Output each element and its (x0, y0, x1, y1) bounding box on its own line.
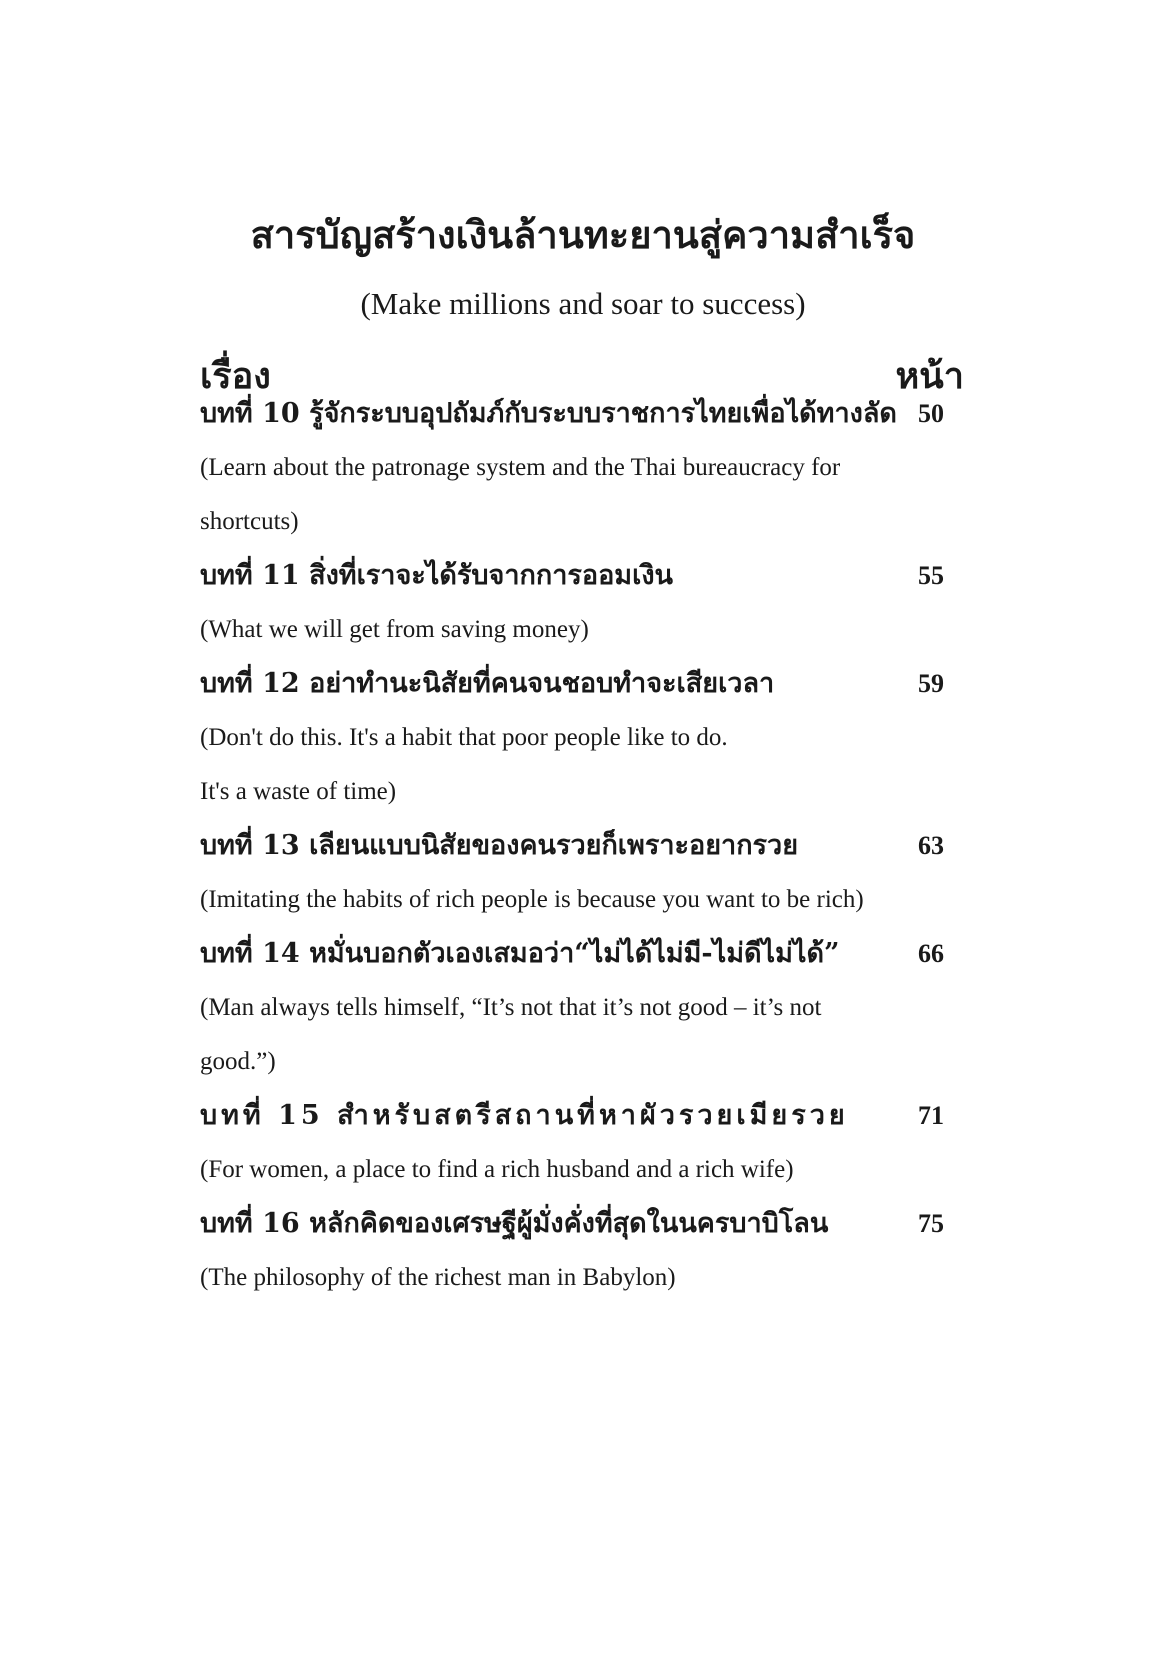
toc-entry-translation: (What we will get from saving money) (200, 616, 589, 643)
toc-entry-page: 50 (918, 399, 944, 428)
toc-entry-translation: (Imitating the habits of rich people is because you want to be rich) (200, 886, 864, 913)
toc-entry-page: 55 (918, 561, 944, 590)
column-header-topic: เรื่อง (200, 355, 271, 397)
toc-entry-page: 63 (918, 831, 944, 860)
toc-entry-translation: good.”) (200, 1048, 276, 1075)
toc-entry-title: บทที่ 16 หลักคิดของเศรษฐีผู้มั่งคั่งที่สุดในนครบาบิโลน (200, 1208, 829, 1239)
toc-entry-translation: (Learn about the patronage system and the Thai bureaucracy for (200, 454, 841, 481)
page-subtitle: (Make millions and soar to success) (360, 286, 806, 321)
toc-entry-title: บทที่ 15 สำหรับสตรีสถานที่หาผัวรวยเมียรวย (200, 1100, 849, 1131)
toc-entry-page: 59 (918, 669, 944, 698)
toc-entry-title: บทที่ 12 อย่าทำนะนิสัยที่คนจนชอบทำจะเสียเวลา (200, 668, 775, 699)
page-title: สารบัญสร้างเงินล้านทะยานสู่ความสำเร็จ (250, 212, 916, 257)
toc-entry-page: 71 (918, 1101, 944, 1130)
column-header-page: หน้า (895, 355, 964, 397)
toc-entry-translation: It's a waste of time) (200, 778, 397, 805)
toc-entry-translation: (Man always tells himself, “It’s not that it’s not good – it’s not (200, 994, 822, 1021)
toc-entry-translation: (Don't do this. It's a habit that poor people like to do. (200, 724, 728, 751)
toc-entry-translation: (The philosophy of the richest man in Babylon) (200, 1264, 676, 1291)
toc-entry-page: 66 (918, 939, 944, 968)
toc-entry-title: บทที่ 13 เลียนแบบนิสัยของคนรวยก็เพราะอยากรวย (200, 830, 799, 861)
toc-entry-translation: shortcuts) (200, 508, 299, 535)
toc-entry-title: บทที่ 11 สิ่งที่เราจะได้รับจากการออมเงิน (200, 560, 673, 591)
toc-entry-title: บทที่ 14 หมั่นบอกตัวเองเสมอว่า“ไม่ได้ไม่มี-ไม่ดีไม่ได้” (200, 938, 840, 969)
toc-entry-translation: (For women, a place to find a rich husband and a rich wife) (200, 1156, 794, 1183)
toc-entry-title: บทที่ 10 รู้จักระบบอุปถัมภ์กับระบบราชการไทยเพื่อได้ทางลัด (200, 398, 897, 429)
toc-entry-page: 75 (918, 1209, 944, 1238)
